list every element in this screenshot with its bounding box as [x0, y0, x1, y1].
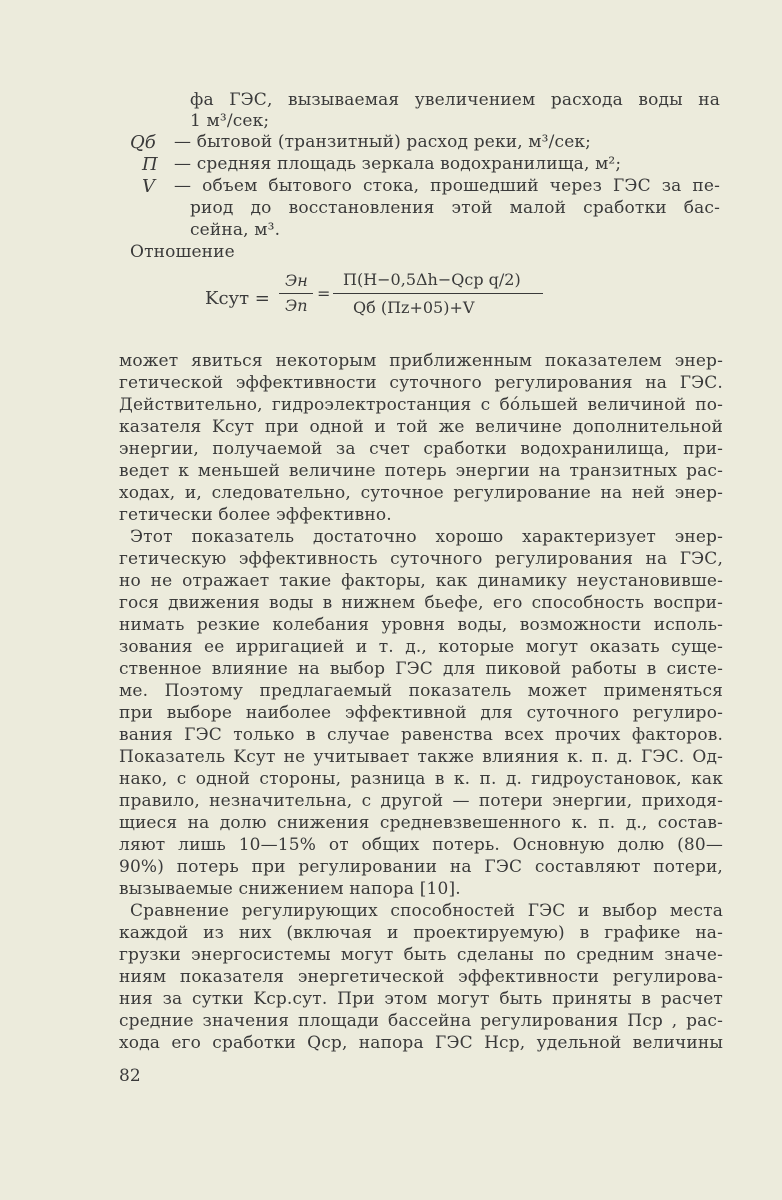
symbol-v: V	[142, 176, 155, 197]
text-line: ме. Поэтому предлагаемый показатель может применяться	[119, 681, 723, 701]
text-line: зования ее ирригацией и т. д., которые могут оказать суще-	[119, 637, 723, 657]
text-line: средние значения площади бассейна регулирования Пср , рас-	[119, 1011, 723, 1031]
relation-label: Отношение	[130, 242, 235, 262]
text-line: ственное влияние на выбор ГЭС для пиковой работы в систе-	[119, 659, 723, 679]
text-line: ходах, и, следовательно, суточное регулирование на ней энер-	[119, 483, 723, 503]
definition-v: — объем бытового стока, прошедший через ГЭС за пе-	[174, 176, 720, 196]
formula-denominator-2: Qб (Пz+05)+V	[353, 298, 475, 317]
symbol-p: П	[142, 154, 158, 175]
text-line: ляют лишь 10—15% от общих потерь. Основную долю (80—	[119, 835, 723, 855]
definition-continuation-unit: 1 м³/сек;	[190, 111, 270, 131]
symbol-q: Qб	[130, 132, 156, 153]
text-line: гетически более эффективно.	[119, 505, 392, 525]
formula-lhs: Kсут =	[205, 288, 270, 309]
formula-equals: =	[317, 284, 331, 303]
page-number: 82	[119, 1066, 141, 1086]
definition-p: — средняя площадь зеркала водохранилища, м²;	[174, 154, 622, 174]
text-line: Действительно, гидроэлектростанция с бóльшей величиной по-	[119, 395, 723, 415]
text-line: Сравнение регулирующих способностей ГЭС и выбор места	[130, 901, 723, 921]
text-line: нимать резкие колебания уровня воды, возможности исполь-	[119, 615, 723, 635]
text-line: щиеся на долю снижения средневзвешенного к. п. д., состав-	[119, 813, 723, 833]
text-line: ниям показателя энергетической эффективности регулирова-	[119, 967, 723, 987]
text-line: гетической эффективности суточного регулирования на ГЭС.	[119, 373, 723, 393]
definition-q: — бытовой (транзитный) расход реки, м³/сек;	[174, 132, 592, 152]
text-line: ведет к меньшей величине потерь энергии на транзитных рас-	[119, 461, 723, 481]
text-line: нако, с одной стороны, разница в к. п. д. гидроустановок, как	[119, 769, 723, 789]
fraction-bar-1	[279, 293, 313, 294]
text-line: гося движения воды в нижнем бьефе, его способность воспри-	[119, 593, 723, 613]
text-line: вызываемые снижением напора [10].	[119, 879, 461, 899]
text-line: энергии, получаемой за счет сработки водохранилища, при-	[119, 439, 723, 459]
text-line: 90%) потерь при регулировании на ГЭС составляют потери,	[119, 857, 723, 877]
definition-v-end: сейна, м³.	[190, 220, 281, 240]
text-line: вания ГЭС только в случае равенства всех прочих факторов.	[119, 725, 723, 745]
text-line: но не отражает такие факторы, как динамику неустановивше-	[119, 571, 723, 591]
text-line: каждой из них (включая и проектируемую) в графике на-	[119, 923, 723, 943]
formula-numerator-1: Эн	[285, 271, 308, 290]
fraction-bar-2	[333, 293, 543, 294]
text-line: правило, незначительна, с другой — потери энергии, приходя-	[119, 791, 723, 811]
text-line: грузки энергосистемы могут быть сделаны по средним значе-	[119, 945, 723, 965]
text-line: Показатель Kсут не учитывает также влияния к. п. д. ГЭС. Од-	[119, 747, 723, 767]
formula	[205, 268, 565, 328]
definition-continuation: фа ГЭС, вызываемая увеличением расхода воды на	[190, 90, 720, 110]
text-line: гетическую эффективность суточного регулирования на ГЭС,	[119, 549, 723, 569]
formula-denominator-1: Эп	[285, 296, 308, 315]
text-line: ния за сутки Kср.сут. При этом могут быть приняты в расчет	[119, 989, 723, 1009]
text-line: казателя Kсут при одной и той же величине дополнительной	[119, 417, 723, 437]
formula-numerator-2: П(H−0,5Δh−Qср q/2)	[343, 270, 521, 289]
text-line: Этот показатель достаточно хорошо характеризует энер-	[130, 527, 723, 547]
text-line: при выборе наиболее эффективной для суточного регулиро-	[119, 703, 723, 723]
text-line: может явиться некоторым приближенным показателем энер-	[119, 351, 723, 371]
text-line: хода его сработки Qср, напора ГЭС Hср, удельной величины	[119, 1033, 723, 1053]
definition-v-cont: риод до восстановления этой малой сработки бас-	[190, 198, 720, 218]
